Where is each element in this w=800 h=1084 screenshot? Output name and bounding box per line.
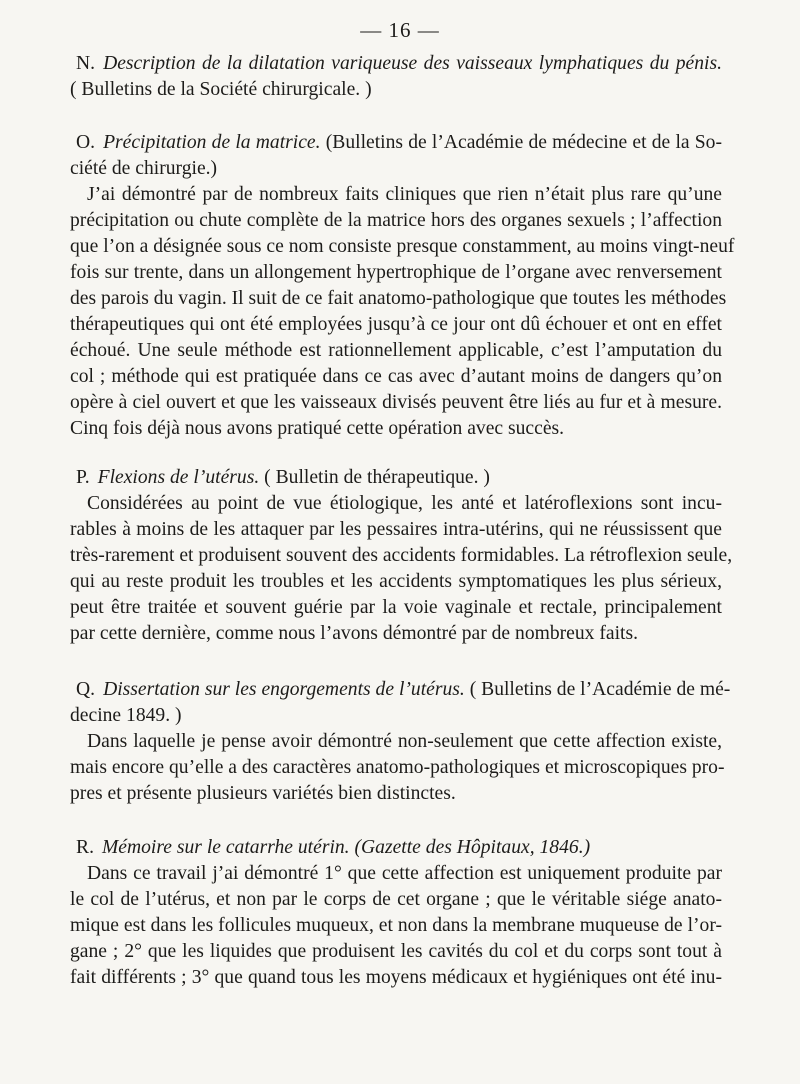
entry-source-continued: decine 1849. ): [70, 705, 182, 726]
entry-title: Description de la dilatation variqueuse des vaisseaux lymphatiques du pénis.: [103, 53, 722, 74]
entry-q: [70, 677, 731, 807]
entry-r: [70, 835, 722, 991]
entry-p: [70, 465, 733, 647]
entry-title: Mémoire sur le catarrhe utérin.: [101, 837, 350, 858]
entry-title: Flexions de l’utérus.: [97, 467, 260, 488]
entry-source: (Bulletins de l’Académie de médecine et de la So-: [325, 132, 723, 153]
entry-o: [70, 130, 735, 442]
body-line: Dans laquelle je pense avoir démontré non-seulement que cette affection existe,: [87, 731, 722, 752]
page-number: — 16 —: [360, 18, 440, 42]
body-line: gane ; 2° que les liquides que produisent les cavités du col et du corps sont tout à: [70, 941, 722, 962]
body-line: échoué. Une seule méthode est rationnellement applicable, c’est l’amputation du: [70, 340, 722, 361]
body-line: peut être traitée et souvent guérie par la voie vaginale et rectale, principalement: [70, 597, 722, 618]
entry-letter: Q.: [76, 679, 96, 700]
body-line: précipitation ou chute complète de la matrice hors des organes sexuels ; l’affection: [70, 210, 722, 231]
body-line: fait différents ; 3° que quand tous les moyens médicaux et hygiéniques ont été inu-: [70, 967, 722, 988]
entry-heading: [70, 51, 722, 77]
body-line: le col de l’utérus, et non par le corps de cet organe ; que le véritable siége anato-: [70, 889, 722, 910]
entry-letter: O.: [76, 132, 96, 153]
body-line: col ; méthode qui est pratiquée dans ce cas avec d’autant moins de dangers qu’on: [70, 366, 722, 387]
body-line: Dans ce travail j’ai démontré 1° que cette affection est uniquement produite par: [87, 863, 722, 884]
body-line: mique est dans les follicules muqueux, et non dans la membrane muqueuse de l’or-: [70, 915, 722, 936]
entry-source: (Gazette des Hôpitaux, 1846.): [354, 837, 591, 858]
body-line: que l’on a désignée sous ce nom consiste presque constamment, au moins vingt-neuf: [70, 236, 735, 257]
entry-heading: [70, 465, 722, 491]
entry-letter: N.: [76, 53, 96, 74]
body-line: fois sur trente, dans un allongement hypertrophique de l’organe avec renversement: [70, 262, 722, 283]
body-line: des parois du vagin. Il suit de ce fait anatomo-pathologique que toutes les méthodes: [70, 288, 727, 309]
entry-source: ( Bulletins de la Société chirurgicale. ): [70, 79, 372, 100]
body-line: J’ai démontré par de nombreux faits cliniques que rien n’était plus rare qu’une: [87, 184, 722, 205]
body-line: mais encore qu’elle a des caractères anatomo-pathologiques et microscopiques pro-: [70, 757, 725, 778]
entry-n: [70, 51, 722, 103]
body-line: opère à ciel ouvert et que les vaisseaux divisés peuvent être liés au fur et à mesure.: [70, 392, 722, 413]
entry-heading: [70, 677, 731, 703]
entry-letter: R.: [76, 837, 94, 858]
body-line: qui au reste produit les troubles et les accidents symptomatiques les plus sérieux,: [70, 571, 722, 592]
entry-source: ( Bulletin de thérapeutique. ): [264, 467, 490, 488]
body-line: thérapeutiques qui ont été employées jusqu’à ce jour ont dû échouer et ont en effet: [70, 314, 722, 335]
entry-title: Dissertation sur les engorgements de l’utérus.: [103, 679, 465, 700]
body-line: par cette dernière, comme nous l’avons démontré par de nombreux faits.: [70, 623, 639, 644]
entry-letter: P.: [76, 467, 90, 488]
entry-source: ( Bulletins de l’Académie de mé-: [469, 679, 731, 700]
entry-source-continued: ciété de chirurgie.): [70, 158, 218, 179]
body-line: Considérées au point de vue étiologique, les anté et latéroflexions sont incu-: [87, 493, 722, 514]
entry-title: Précipitation de la matrice.: [103, 132, 321, 153]
entry-heading: [70, 835, 722, 861]
body-line: très-rarement et produisent souvent des accidents formidables. La rétroflexion seule,: [70, 545, 733, 566]
body-line: rables à moins de les attaquer par les pessaires intra-utérins, qui ne réussissent que: [70, 519, 722, 540]
body-line: pres et présente plusieurs variétés bien distinctes.: [70, 783, 456, 804]
entry-heading: [70, 130, 722, 156]
body-line: Cinq fois déjà nous avons pratiqué cette opération avec succès.: [70, 418, 565, 439]
